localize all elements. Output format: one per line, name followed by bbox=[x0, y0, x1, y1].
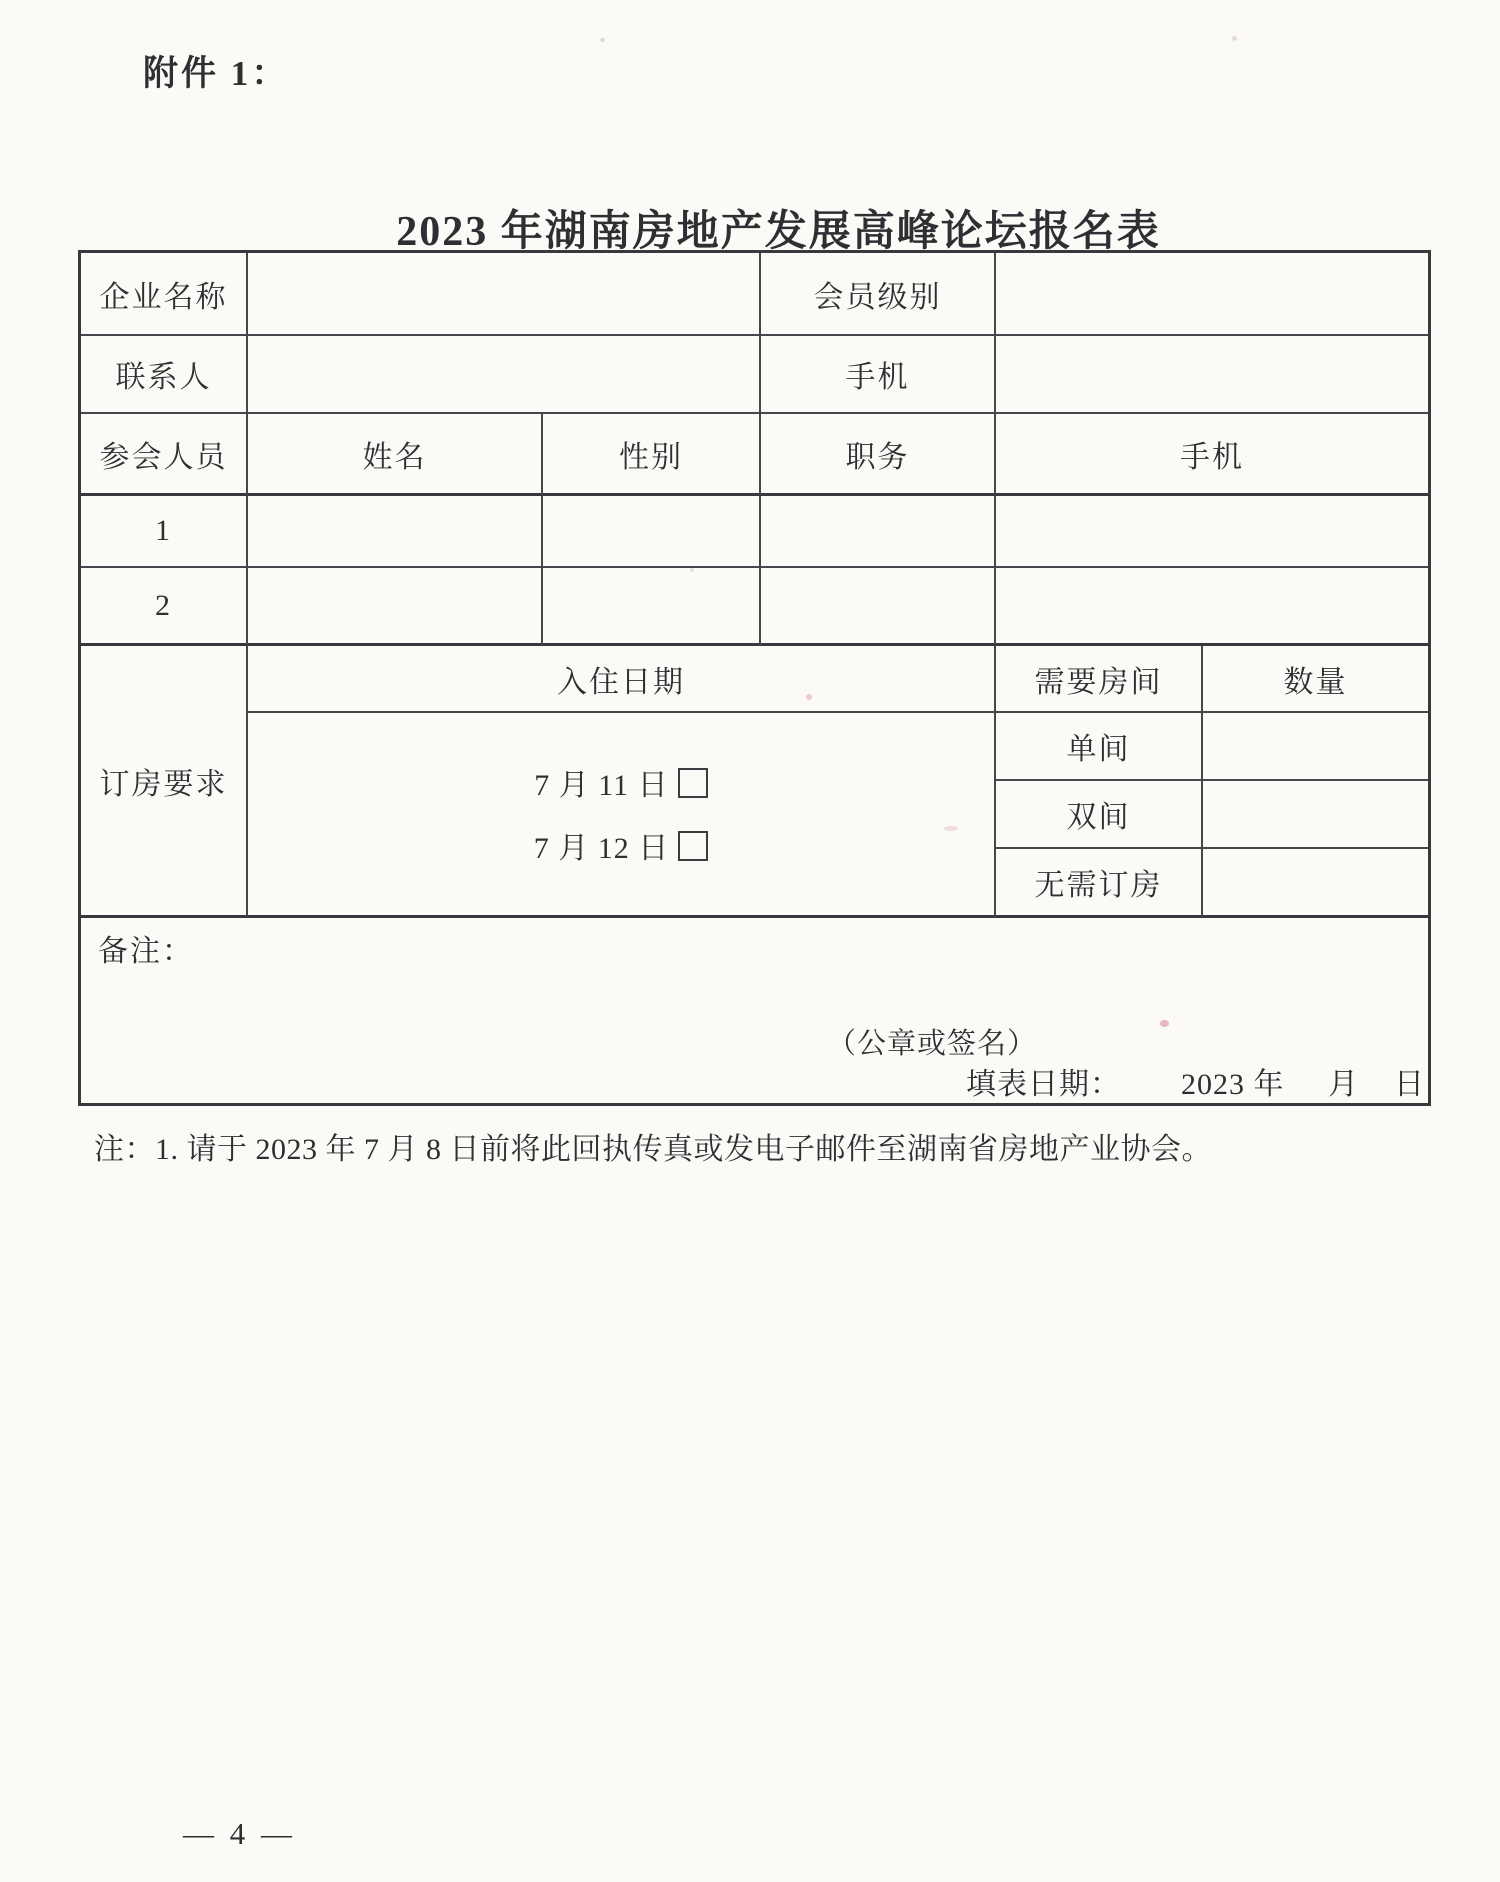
fill-date-label: 填表日期： bbox=[966, 1068, 1121, 1101]
room-none-label-cell: 无需订房 bbox=[996, 849, 1203, 918]
fill-date-day: 日 bbox=[1394, 1068, 1425, 1101]
room-double-qty-input-cell bbox=[1203, 781, 1428, 849]
checkin-date-header-cell: 入住日期 bbox=[248, 646, 996, 713]
remarks-label: 备注： bbox=[98, 935, 194, 968]
attendee-1-gender-input-cell bbox=[543, 496, 761, 568]
attendees-name-header-cell: 姓名 bbox=[248, 414, 543, 496]
room-single-qty-input-cell bbox=[1203, 713, 1428, 781]
mobile-input-cell bbox=[996, 336, 1428, 414]
footnote: 注：1. 请于 2023 年 7 月 8 日前将此回执传真或发电子邮件至湖南省房地产业协会。 bbox=[94, 1133, 1212, 1166]
attendees-mobile-header-cell: 手机 bbox=[996, 414, 1428, 496]
date-option-2 bbox=[248, 823, 994, 867]
remarks-cell bbox=[81, 918, 1428, 1103]
contact-input-cell bbox=[248, 336, 761, 414]
form-title: 2023 年湖南房地产发展高峰论坛报名表 bbox=[396, 209, 1161, 255]
company-name-input-cell bbox=[248, 253, 761, 336]
room-type-header-cell: 需要房间 bbox=[996, 646, 1203, 713]
checkin-date-options-cell bbox=[248, 713, 996, 918]
company-name-label-cell: 企业名称 bbox=[81, 253, 248, 336]
scan-speck bbox=[806, 694, 812, 700]
quantity-header-cell: 数量 bbox=[1203, 646, 1428, 713]
attendee-2-gender-input-cell bbox=[543, 568, 761, 646]
member-level-input-cell bbox=[996, 253, 1428, 336]
room-single-label-cell: 单间 bbox=[996, 713, 1203, 781]
fill-date-year: 2023 年 bbox=[1181, 1068, 1285, 1101]
attendee-2-number-cell: 2 bbox=[81, 568, 248, 646]
attendee-1-title-input-cell bbox=[761, 496, 996, 568]
checkbox-icon bbox=[678, 768, 708, 798]
registration-form-table bbox=[78, 250, 1431, 1106]
scan-speck bbox=[1232, 36, 1237, 41]
scan-speck bbox=[600, 38, 605, 42]
scan-speck bbox=[944, 826, 958, 831]
contact-label-cell: 联系人 bbox=[81, 336, 248, 414]
attendee-1-name-input-cell bbox=[248, 496, 543, 568]
mobile-label-cell: 手机 bbox=[761, 336, 996, 414]
room-none-qty-input-cell bbox=[1203, 849, 1428, 918]
attendee-1-number-cell: 1 bbox=[81, 496, 248, 568]
attendee-2-mobile-input-cell bbox=[996, 568, 1428, 646]
date-option-1 bbox=[248, 760, 994, 804]
attendee-1-mobile-input-cell bbox=[996, 496, 1428, 568]
member-level-label-cell: 会员级别 bbox=[761, 253, 996, 336]
page-number: — 4 — bbox=[183, 1816, 296, 1851]
attendee-2-title-input-cell bbox=[761, 568, 996, 646]
booking-section-label-cell: 订房要求 bbox=[81, 646, 248, 918]
scan-speck bbox=[690, 568, 694, 572]
date-option-1-label: 7 月 11 日 bbox=[534, 769, 669, 802]
room-double-label-cell: 双间 bbox=[996, 781, 1203, 849]
attendees-title-header-cell: 职务 bbox=[761, 414, 996, 496]
attendees-gender-header-cell: 性别 bbox=[543, 414, 761, 496]
seal-or-signature-hint: （公章或签名） bbox=[827, 1028, 1038, 1060]
attachment-label: 附件 1： bbox=[143, 54, 290, 93]
attendee-2-name-input-cell bbox=[248, 568, 543, 646]
date-option-2-label: 7 月 12 日 bbox=[533, 832, 670, 865]
checkbox-icon bbox=[678, 831, 708, 861]
attendees-section-label-cell: 参会人员 bbox=[81, 414, 248, 496]
fill-date-month: 月 bbox=[1328, 1068, 1359, 1101]
scan-speck bbox=[1160, 1020, 1169, 1027]
